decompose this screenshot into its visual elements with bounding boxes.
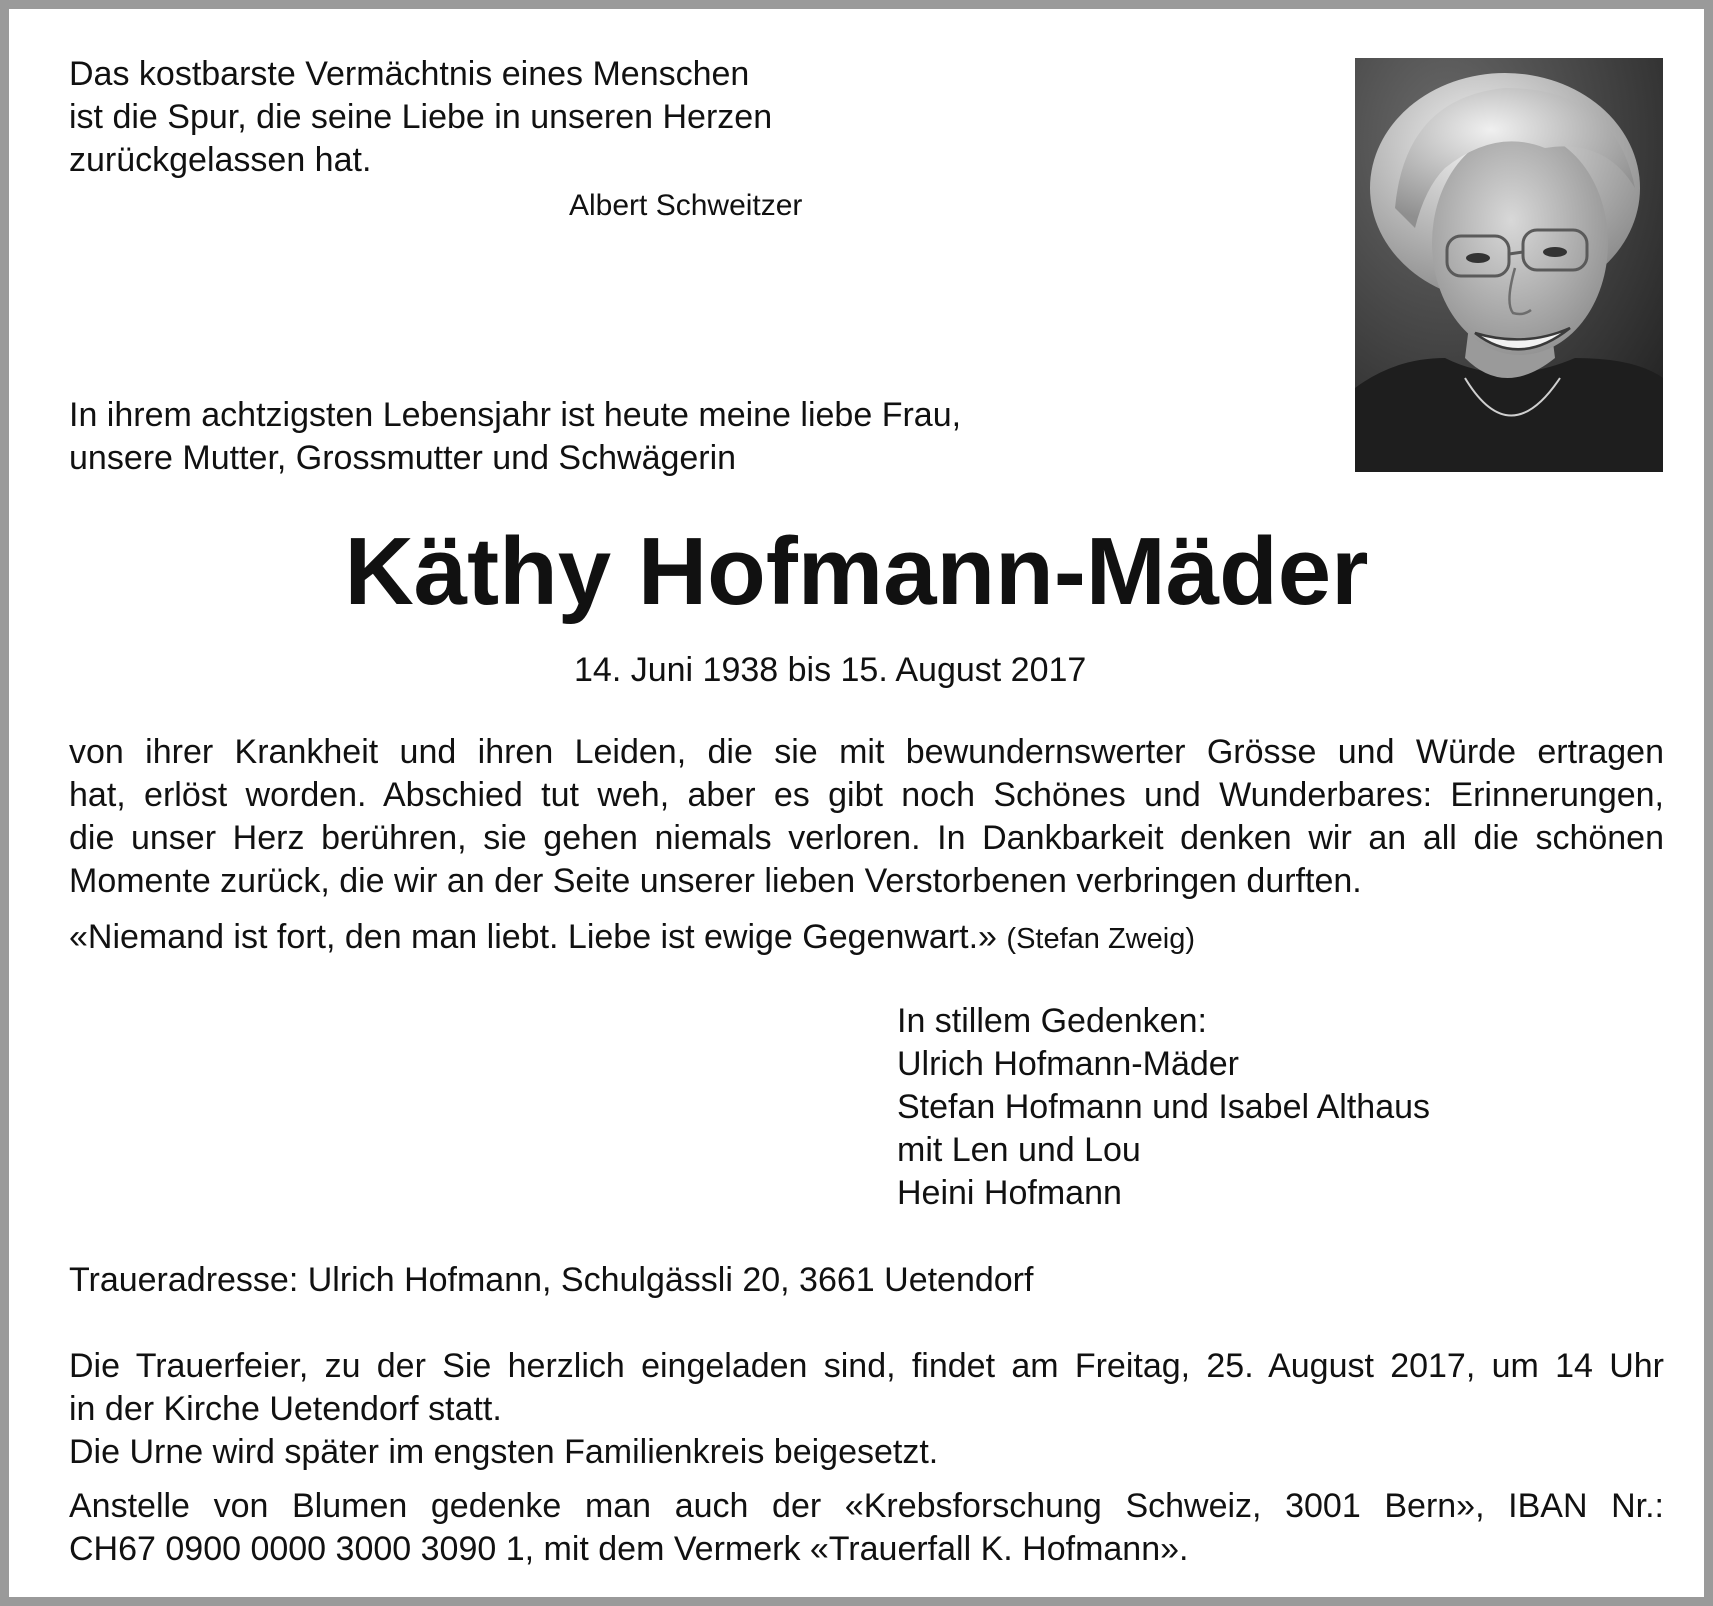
body-line: die unser Herz berühren, sie gehen niemals verloren. In Dankbarkeit denken wir an all die schönen	[69, 819, 1664, 857]
donation-info	[69, 1485, 1664, 1571]
deceased-name: Käthy Hofmann-Mäder	[344, 518, 1369, 625]
service-line: in der Kirche Uetendorf statt.	[69, 1390, 502, 1428]
quote-author: (Stefan Zweig)	[1006, 923, 1195, 955]
motto-line: Das kostbarste Vermächtnis eines Menschen	[69, 55, 750, 93]
mourning-address: Traueradresse: Ulrich Hofmann, Schulgässli 20, 3661 Uetendorf	[69, 1261, 1034, 1299]
motto-line: zurückgelassen hat.	[69, 141, 372, 179]
life-dates: 14. Juni 1938 bis 15. August 2017	[574, 651, 1087, 689]
mourners-line: Heini Hofmann	[897, 1174, 1122, 1212]
service-line: Die Urne wird später im engsten Familienkreis beigesetzt.	[69, 1433, 939, 1471]
portrait-photo	[1355, 58, 1663, 472]
mourners-line: mit Len und Lou	[897, 1131, 1141, 1169]
body-line: von ihrer Krankheit und ihren Leiden, die sie mit bewundernswerter Grösse und Würde ertragen	[69, 733, 1664, 771]
mourners-line: Stefan Hofmann und Isabel Althaus	[897, 1088, 1431, 1126]
motto-quote	[69, 53, 772, 182]
donation-line: CH67 0900 0000 3000 3090 1, mit dem Vermerk «Trauerfall K. Hofmann».	[69, 1530, 1189, 1568]
intro-line: unsere Mutter, Grossmutter und Schwägerin	[69, 439, 737, 477]
zweig-quote	[69, 916, 1195, 961]
mourners-list	[897, 1000, 1430, 1215]
quote-text: «Niemand ist fort, den man liebt. Liebe ist ewige Gegenwart.»	[69, 918, 997, 956]
motto-line: ist die Spur, die seine Liebe in unseren Herzen	[69, 98, 773, 136]
mourners-line: Ulrich Hofmann-Mäder	[897, 1045, 1239, 1083]
portrait-image	[1355, 58, 1663, 472]
donation-line: Anstelle von Blumen gedenke man auch der «Krebsforschung Schweiz, 3001 Bern», IBAN Nr.:	[69, 1487, 1664, 1525]
body-paragraph	[69, 731, 1664, 903]
body-line: hat, erlöst worden. Abschied tut weh, aber es gibt noch Schönes und Wunderbares: Erinnerungen,	[69, 776, 1664, 814]
intro-text	[69, 394, 961, 480]
funeral-service-info	[69, 1345, 1664, 1474]
body-line: Momente zurück, die wir an der Seite unserer lieben Verstorbenen verbringen durften.	[69, 862, 1362, 900]
service-line: Die Trauerfeier, zu der Sie herzlich eingeladen sind, findet am Freitag, 25. August 2017, um 14 Uhr	[69, 1347, 1664, 1385]
motto-author: Albert Schweitzer	[569, 189, 803, 222]
intro-line: In ihrem achtzigsten Lebensjahr ist heute meine liebe Frau,	[69, 396, 962, 434]
mourners-line: In stillem Gedenken:	[897, 1002, 1207, 1040]
